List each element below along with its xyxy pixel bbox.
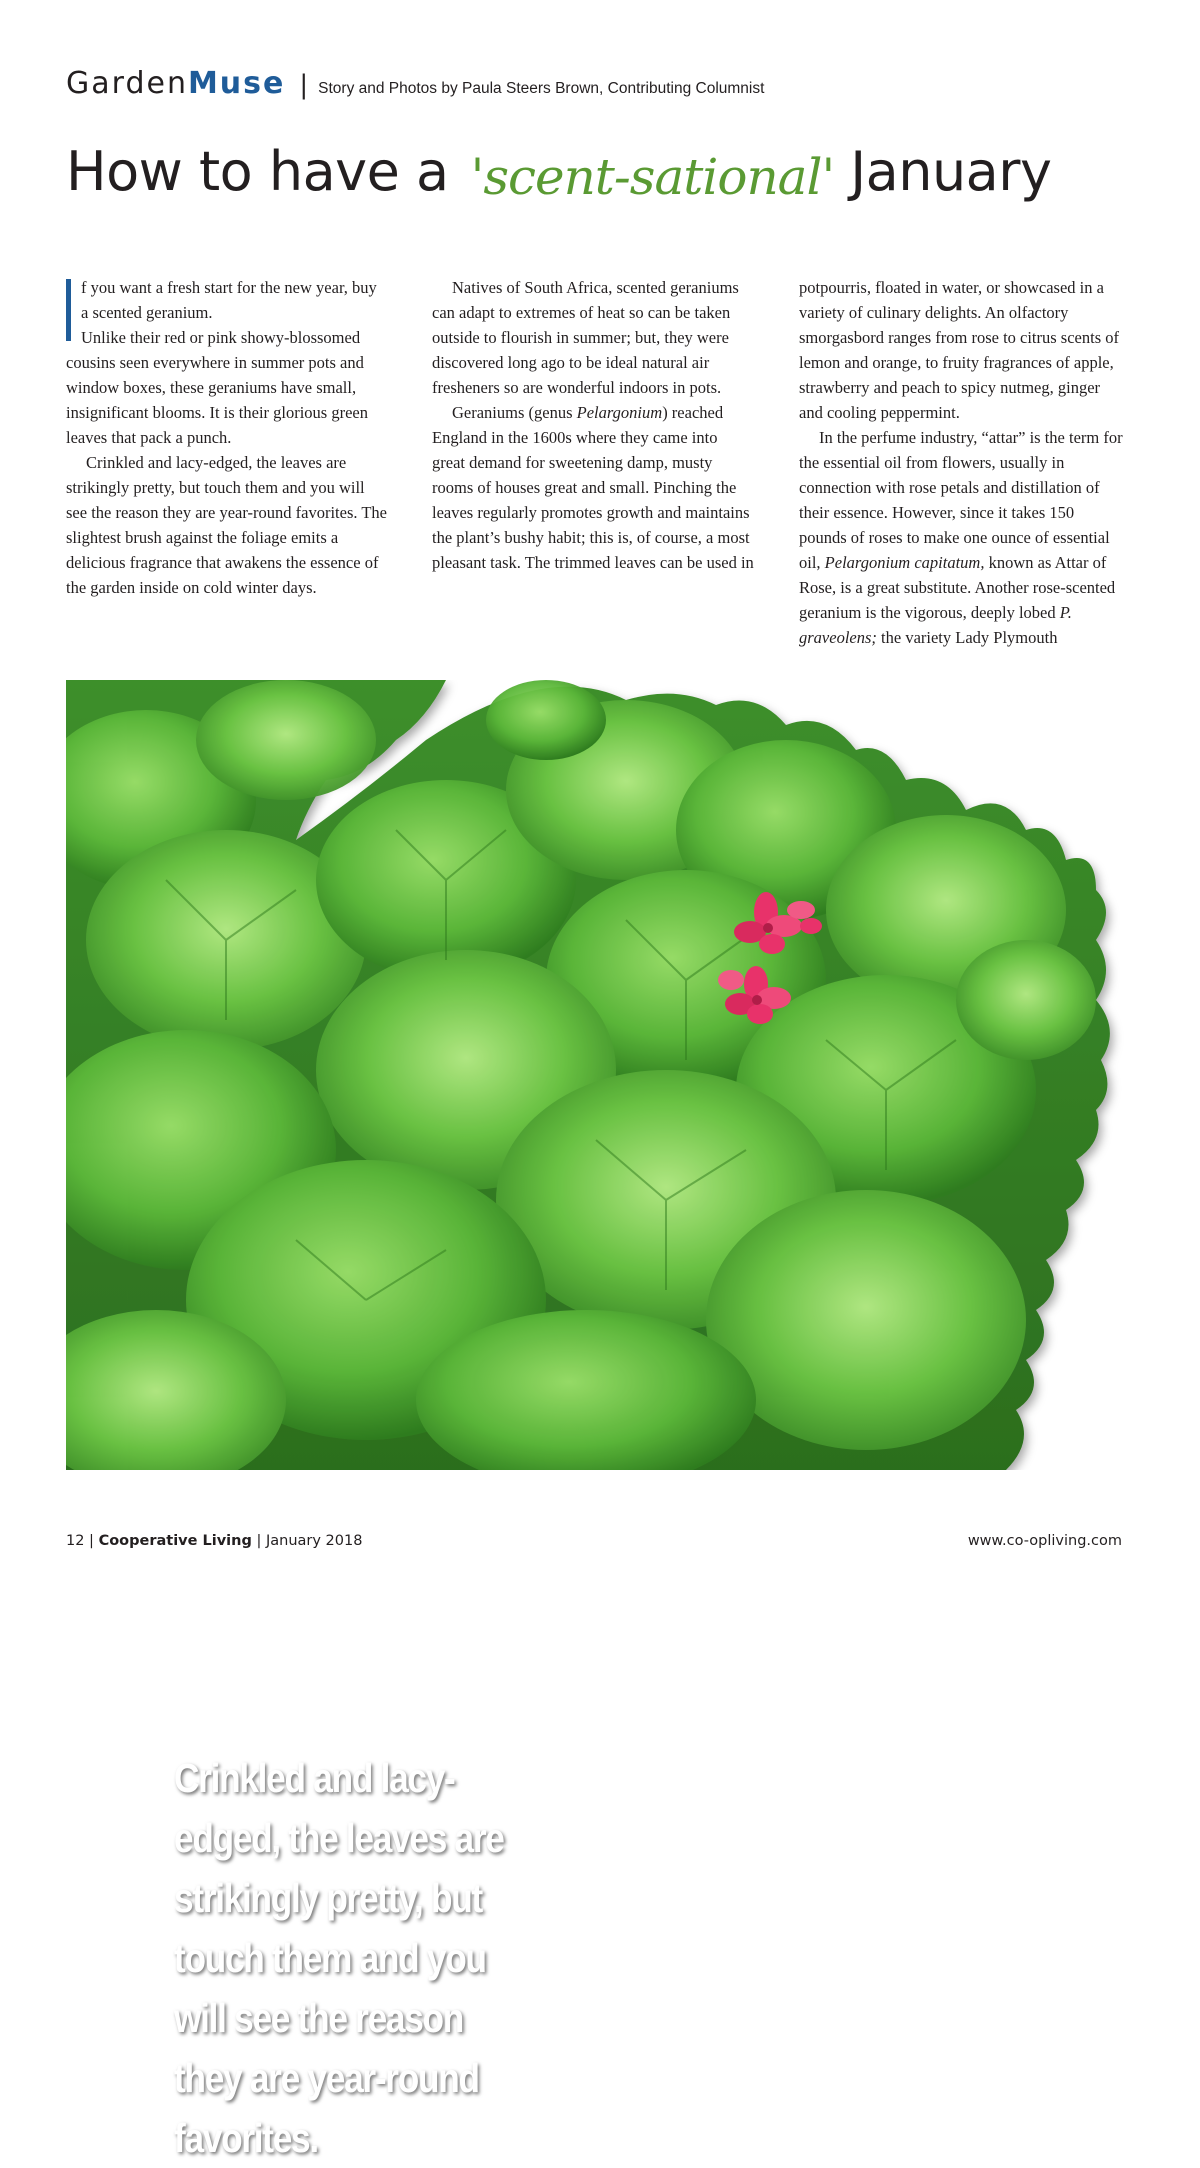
page-number: 12 [66,1533,85,1549]
paragraph: potpourris, floated in water, or showcased in a variety of culinary delights. An olfactory smorgasbord ranges from rose to citrus scents of lemon and orange, to fruity fragrances of apple, strawberry and peach to spicy nutmeg, ginger and cooling peppermint. [799,278,1120,422]
headline [66,140,1051,240]
article-column-2 [432,275,754,575]
article-column-3 [799,275,1124,650]
byline: Story and Photos by Paula Steers Brown, Contributing Columnist [318,80,765,97]
page-footer [66,1533,1122,1553]
drop-cap [66,279,74,345]
brand-muse: Muse [187,66,286,101]
column-header [66,66,764,106]
paragraph: Unlike their red or pink showy-blossomed cousins seen everywhere in summer pots and window boxes, these geraniums have small, insignificant blooms. It is their glorious green leaves that pack a punch. [66,328,368,447]
paragraph: f you want a fresh start for the new year, buy a scented geranium. [66,275,388,325]
issue-date: January 2018 [265,1533,363,1549]
footer-folio: 12 | Cooperative Living | January 2018 [66,1533,363,1549]
brand-garden: Garden [66,66,188,101]
pull-quote: Crinkled and lacy-edged, the leaves are strikingly pretty, but touch them and you will see the reason they are year-round favorites. [174,1755,504,2161]
paragraph: Geraniums (genus Pelargonium) reached England in the 1600s where they came into great demand for sweetening damp, musty rooms of houses great and small. Pinching the leaves regularly promotes growth and maintains the plant’s bushy habit; this is, of course, a most pleasant task. The trimmed leaves can be used in [432,403,754,572]
publication-name: Cooperative Living [98,1533,252,1549]
paragraph: Natives of South Africa, scented geraniums can adapt to extremes of heat so can be taken outside to flourish in summer; but, they were discovered long ago to be ideal natural air fresheners so are wonderful indoors in pots. [432,278,739,397]
article-column-1 [66,275,388,600]
paragraph: In the perfume industry, “attar” is the term for the essential oil from flowers, usually in connection with rose petals and distillation of their essence. However, since it takes 150 pounds of roses to make one ounce of essential oil, Pelargonium capitatum, known as Attar of Rose, is a great substitute. Another rose-scented geranium is the vigorous, deeply lobed P. graveolens; the variety Lady Plymouth [799,428,1123,647]
paragraph: Crinkled and lacy-edged, the leaves are strikingly pretty, but touch them and you will see the reason they are year-round favorites. The slightest brush against the foliage emits a delicious fragrance that awakens the essence of the garden inside on cold winter days. [66,453,387,597]
header-separator: | [299,70,309,100]
headline-part1: How to have a [66,140,449,203]
headline-part2: January [850,140,1052,203]
geranium-leaves-image [66,680,1126,1470]
headline-script-word: 'scent-sational' [470,148,835,206]
website-link[interactable]: www.co-opliving.com [967,1533,1122,1549]
